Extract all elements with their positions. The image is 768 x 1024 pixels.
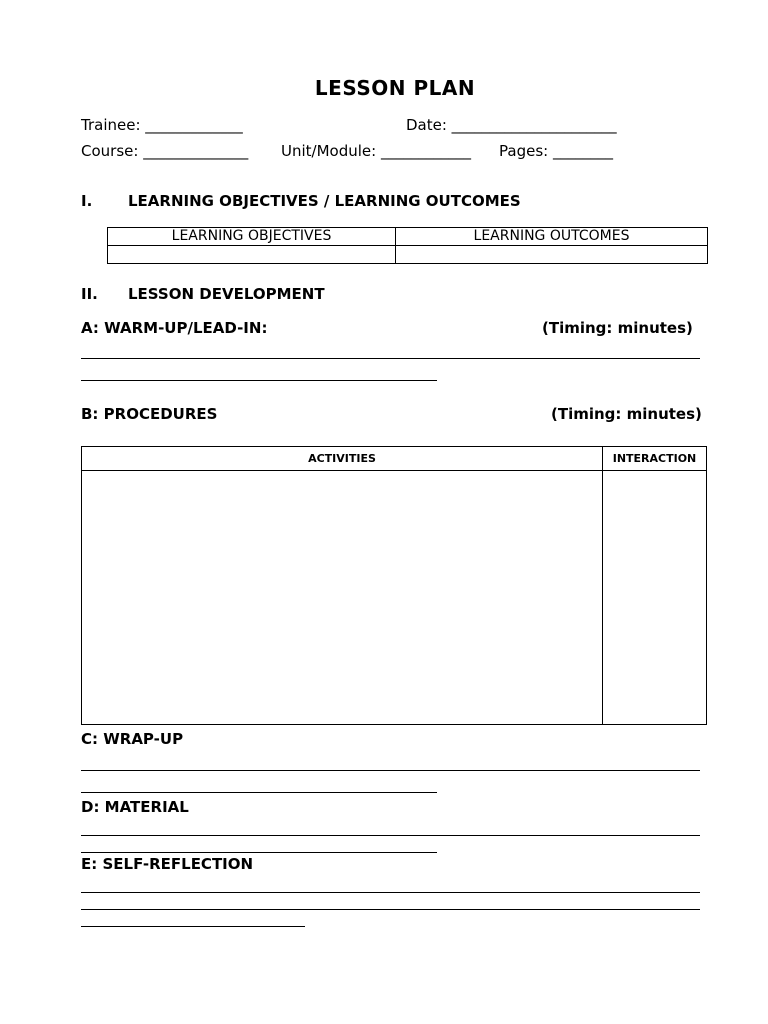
procedures-header-row [82, 447, 707, 471]
section1-number: I. [81, 192, 93, 210]
objectives-cell[interactable] [108, 246, 396, 264]
outcomes-header: LEARNING OUTCOMES [396, 228, 708, 246]
wrapup-heading: C: WRAP-UP [81, 730, 184, 748]
warmup-line-1[interactable] [81, 358, 700, 359]
activities-header: ACTIVITIES [82, 447, 603, 471]
procedures-heading: B: PROCEDURES [81, 405, 218, 423]
wrapup-line-1[interactable] [81, 770, 700, 771]
reflection-line-3[interactable] [81, 926, 305, 927]
warmup-line-2[interactable] [81, 380, 437, 381]
procedures-table [81, 446, 707, 725]
date-field: Date: ______________________ [406, 116, 617, 134]
course-field: Course: ______________ [81, 142, 249, 160]
unit-module-field: Unit/Module: ____________ [281, 142, 471, 160]
table-row [108, 246, 708, 264]
reflection-line-2[interactable] [81, 909, 700, 910]
warmup-heading: A: WARM-UP/LEAD-IN: [81, 319, 268, 337]
objectives-outcomes-table [107, 227, 708, 264]
interaction-cell[interactable] [603, 471, 707, 725]
reflection-heading: E: SELF-REFLECTION [81, 855, 254, 873]
section1-title: LEARNING OBJECTIVES / LEARNING OUTCOMES [128, 192, 521, 210]
objectives-header: LEARNING OBJECTIVES [108, 228, 396, 246]
section2-number: II. [81, 285, 98, 303]
procedures-timing: (Timing: minutes) [551, 405, 702, 423]
trainee-field: Trainee: _____________ [81, 116, 243, 134]
warmup-timing: (Timing: minutes) [542, 319, 693, 337]
reflection-line-1[interactable] [81, 892, 700, 893]
material-heading: D: MATERIAL [81, 798, 189, 816]
activities-cell[interactable] [82, 471, 603, 725]
page-title: LESSON PLAN [314, 76, 476, 100]
material-line-1[interactable] [81, 835, 700, 836]
material-line-2[interactable] [81, 852, 437, 853]
wrapup-line-2[interactable] [81, 792, 437, 793]
interaction-header: INTERACTION [603, 447, 707, 471]
section2-title: LESSON DEVELOPMENT [128, 285, 325, 303]
table-row [82, 471, 707, 725]
outcomes-cell[interactable] [396, 246, 708, 264]
pages-field: Pages: ________ [499, 142, 613, 160]
table-header-row [108, 228, 708, 246]
